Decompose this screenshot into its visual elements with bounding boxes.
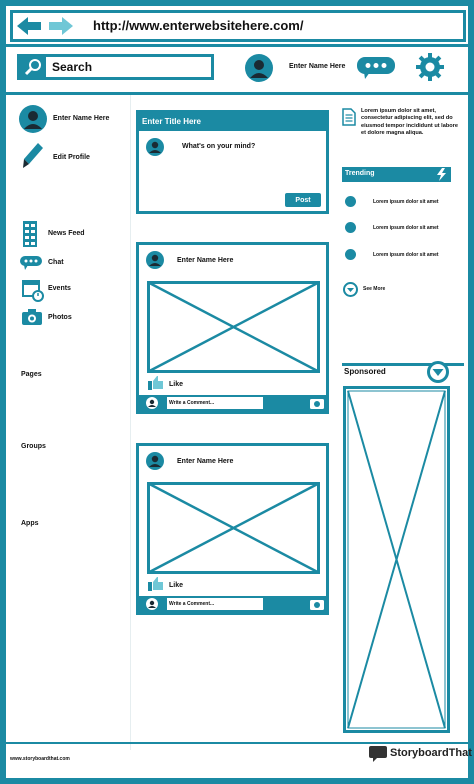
footer-brand: StoryboardThat <box>390 747 472 759</box>
footer-site[interactable]: www.storyboardthat.com <box>10 756 70 762</box>
trending-header <box>342 167 451 182</box>
post-card-2 <box>136 443 329 615</box>
edit-profile-link[interactable]: Edit Profile <box>53 154 90 161</box>
comment-bar <box>139 596 326 612</box>
camera-icon <box>22 309 42 325</box>
forward-arrow-icon[interactable] <box>47 15 75 37</box>
post-author-name[interactable]: Enter Name Here <box>177 257 234 264</box>
like-label[interactable]: Like <box>169 381 184 388</box>
trending-item[interactable]: Lorem ipsum dolor sit amet <box>373 252 439 258</box>
see-more-chevron-icon[interactable] <box>343 282 358 297</box>
calendar-icon <box>22 278 44 302</box>
comment-avatar-icon <box>146 598 158 610</box>
comment-camera-icon[interactable] <box>310 598 324 610</box>
lightning-icon <box>434 168 448 181</box>
trending-bullet-icon <box>345 249 356 260</box>
header-user-name[interactable]: Enter Name Here <box>289 63 346 70</box>
column-divider-left <box>130 95 131 750</box>
post-card-1 <box>136 242 329 414</box>
settings-gear-icon[interactable] <box>415 52 445 82</box>
comment-avatar-icon <box>146 397 158 409</box>
document-icon <box>342 108 356 126</box>
like-thumb-icon[interactable] <box>148 577 164 591</box>
pencil-icon <box>22 142 44 170</box>
nav-buttons <box>15 15 79 37</box>
search-label: Search <box>52 60 93 74</box>
header-avatar-icon[interactable] <box>245 54 273 82</box>
image-placeholder <box>147 281 320 373</box>
search-icon[interactable] <box>20 57 46 77</box>
composer-header <box>139 113 326 131</box>
search-bar[interactable] <box>17 54 214 80</box>
sponsored-ad-placeholder[interactable] <box>343 386 450 733</box>
image-placeholder <box>147 482 320 574</box>
toolbar-divider <box>6 92 468 95</box>
sponsored-chevron-icon[interactable] <box>427 361 449 383</box>
trending-bullet-icon <box>345 196 356 207</box>
post-button[interactable]: Post <box>285 193 321 207</box>
news-feed-link[interactable]: News Feed <box>48 230 85 237</box>
post-avatar-icon <box>146 452 164 470</box>
comment-input[interactable]: Write a Comment... <box>167 397 263 409</box>
like-thumb-icon[interactable] <box>148 376 164 390</box>
news-feed-icon <box>22 220 38 248</box>
see-more-link[interactable]: See More <box>363 286 386 292</box>
notice-text: Lorem ipsum dolor sit amet, consectetur adipiscing elit, sed do eiusmod tempor incididunt ut labore et dolore magna aliqua. <box>361 108 458 137</box>
comment-bar <box>139 395 326 411</box>
like-label[interactable]: Like <box>169 582 184 589</box>
footer-divider <box>6 742 468 744</box>
composer-title: Enter Title Here <box>142 117 201 126</box>
header-divider <box>6 44 468 47</box>
photos-link[interactable]: Photos <box>48 314 72 321</box>
trending-title: Trending <box>345 170 375 177</box>
profile-avatar-icon[interactable] <box>19 105 47 133</box>
trending-item[interactable]: Lorem ipsum dolor sit amet <box>373 225 439 231</box>
post-avatar-icon <box>146 251 164 269</box>
trending-item[interactable]: Lorem ipsum dolor sit amet <box>373 199 439 205</box>
trending-bullet-icon <box>345 222 356 233</box>
composer-prompt[interactable]: What's on your mind? <box>182 143 256 150</box>
chat-link[interactable]: Chat <box>48 259 64 266</box>
post-composer <box>136 110 329 214</box>
comment-camera-icon[interactable] <box>310 397 324 409</box>
sponsored-heading: Sponsored <box>344 367 386 376</box>
chat-bubble-icon[interactable] <box>356 56 396 80</box>
post-author-name[interactable]: Enter Name Here <box>177 458 234 465</box>
profile-name[interactable]: Enter Name Here <box>53 115 110 122</box>
chat-icon <box>20 256 42 270</box>
address-bar <box>10 10 466 42</box>
back-arrow-icon[interactable] <box>15 15 43 37</box>
storyboardthat-logo-icon <box>369 746 387 762</box>
comment-input[interactable]: Write a Comment... <box>167 598 263 610</box>
composer-avatar-icon <box>146 138 164 156</box>
pages-heading[interactable]: Pages <box>21 371 42 378</box>
url-text[interactable]: http://www.enterwebsitehere.com/ <box>93 18 304 33</box>
events-link[interactable]: Events <box>48 285 71 292</box>
apps-heading[interactable]: Apps <box>21 520 39 527</box>
groups-heading[interactable]: Groups <box>21 443 46 450</box>
